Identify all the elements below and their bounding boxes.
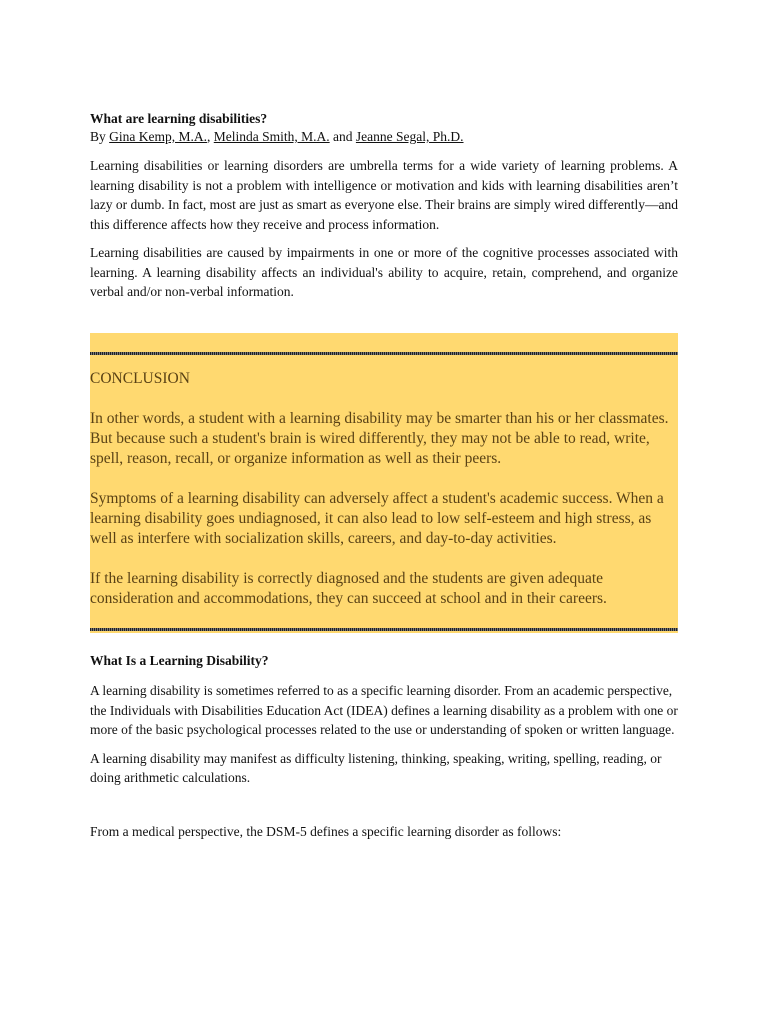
conclusion-top-rule xyxy=(90,352,678,355)
author-link-smith[interactable]: Melinda Smith, M.A. xyxy=(213,129,330,144)
conclusion-box xyxy=(90,333,678,633)
author-link-segal[interactable]: Jeanne Segal, Ph.D. xyxy=(355,129,464,144)
article-intro xyxy=(90,110,678,311)
byline-prefix: By xyxy=(90,129,110,144)
article-title: What are learning disabilities? xyxy=(90,111,268,126)
section-paragraph: A learning disability is sometimes referred to as a specific learning disorder. From an academic perspective, the Individuals with Disabilities Education Act (IDEA) defines a learning disability as a problem with one or more of the basic psychological processes related to the use or understanding of spoken or written language. xyxy=(90,683,678,737)
intro-paragraph: Learning disabilities are caused by impairments in one or more of the cognitive processes associated with learning. A learning disability affects an individual's ability to acquire, retain, comprehend, and organize verbal and/or non-verbal information. xyxy=(90,245,678,299)
conclusion-heading: CONCLUSION xyxy=(90,370,190,387)
conclusion-paragraph: Symptoms of a learning disability can adversely affect a student's academic success. When a learning disability goes undiagnosed, it can also lead to low self-esteem and high stress, as well as interfere with socialization skills, careers, and day-to-day activities. xyxy=(90,490,664,547)
conclusion-paragraph: In other words, a student with a learning disability may be smarter than his or her classmates. But because such a student's brain is wired differently, they may not be able to read, write, spell, reason, recall, or organize information as well as their peers. xyxy=(90,410,669,467)
conclusion-bottom-rule xyxy=(90,628,678,631)
article-byline xyxy=(90,128,678,146)
byline-separator: and xyxy=(329,129,356,144)
intro-paragraph: Learning disabilities or learning disorders are umbrella terms for a wide variety of learning problems. A learning disability is not a problem with intelligence or motivation and kids with learning disabilities aren’t lazy or dumb. In fact, most are just as smart as everyone else. Their brains are simply wired differently—and this difference affects how they receive and process information. xyxy=(90,158,678,232)
section-paragraph: From a medical perspective, the DSM-5 defines a specific learning disorder as follows: xyxy=(90,823,562,839)
author-link-kemp[interactable]: Gina Kemp, M.A. xyxy=(109,129,208,144)
byline-separator: , xyxy=(207,129,214,144)
section-learning-disability xyxy=(90,652,678,850)
section-paragraph: A learning disability may manifest as difficulty listening, thinking, speaking, writing, spelling, reading, or doing arithmetic calculations. xyxy=(90,750,662,785)
section-heading: What Is a Learning Disability? xyxy=(90,653,269,668)
conclusion-content xyxy=(90,369,678,629)
conclusion-paragraph: If the learning disability is correctly diagnosed and the students are given adequate consideration and accommodations, they can succeed at school and in their careers. xyxy=(90,570,607,607)
